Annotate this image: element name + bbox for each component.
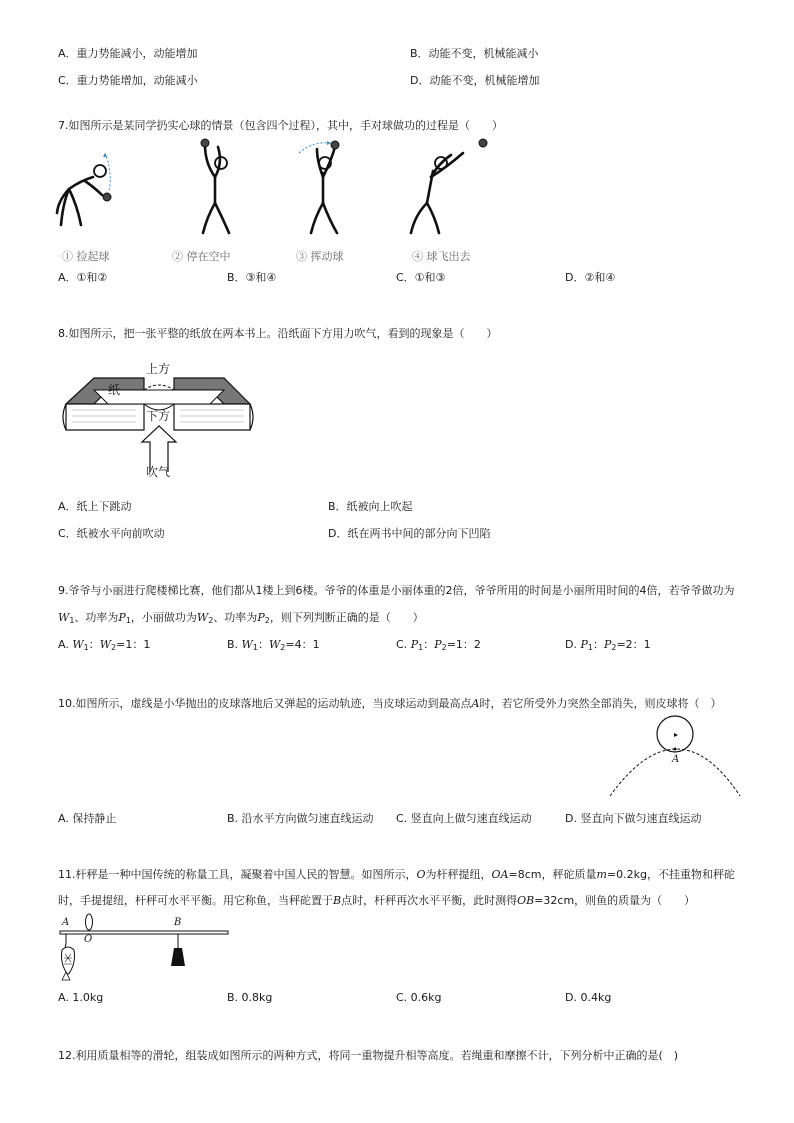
figure-standing [203,145,229,233]
q10-option-a: A. 保持静止 [58,812,117,825]
q11-option-b: B. 0.8kg [227,991,273,1004]
q10-option-c: C. 竖直向上做匀速直线运动 [396,812,532,825]
q10-stem-var: A [471,697,480,710]
q11-label-b: B [174,917,182,928]
figure-throw [411,153,463,233]
q9-stem-part-c: 、功率为 [213,611,258,624]
q9-sub-p1: 1 [125,616,131,625]
q9-option-c: C. $P_1$：$P_2=1$：2 [396,638,481,652]
q8-option-a: A．纸上下跳动 [58,500,132,513]
q7-caption-1: ① 捡起球 [62,250,110,263]
q9-sub-1: 1 [69,616,75,625]
q7-stem: 7.如图所示是某同学扔实心球的情景（包含四个过程），其中，手对球做功的过程是（ ） [58,119,503,132]
q9-stem-part-d: ，则下列判断正确的是（ ） [269,611,424,624]
q9-option-a: A. $W_1$：$W_2=1$：1 [58,638,151,652]
q8-label-blow: 吹气 [146,465,171,479]
q11-option-a: A. 1.0kg [58,991,104,1004]
q8-option-c: C．纸被水平向前吹动 [58,527,165,540]
q8-label-top: 上方 [146,362,171,376]
q11-option-d: D. 0.4kg [565,991,612,1004]
q6-option-b: B．动能不变，机械能减小 [410,47,539,60]
q9-sub-p2: 2 [264,616,270,625]
q9-option-b: B. $W_1$：$W_2=4$：1 [227,638,320,652]
q11-figure [56,914,232,984]
q8-label-bottom: 下方 [146,409,171,423]
q7-option-c: C．①和③ [396,271,446,284]
q8-option-d: D．纸在两书中间的部分向下凹陷 [328,527,491,540]
q9-var-w2: W [196,611,209,624]
q6-option-d: D．动能不变，机械能增加 [410,74,540,87]
q9-var-p1: P [118,611,126,624]
q10-stem-part-b: 时，若它所受外力突然全部消失，则皮球将（ ） [479,697,722,710]
q7-option-d: D．②和④ [565,271,616,284]
q10-option-d: D. 竖直向下做匀速直线运动 [565,812,702,825]
q8-option-b: B．纸被向上吹起 [328,500,413,513]
q7-figure [55,133,495,243]
q8-stem: 8.如图所示，把一张平整的纸放在两本书上。沿纸面下方用力吹气，看到的现象是（ ） [58,327,498,340]
q10-stem-part-a: 10.如图所示，虚线是小华抛出的皮球落地后又弹起的运动轨迹，当皮球运动到最高点 [58,697,472,710]
q7-caption-4: ④ 球飞出去 [412,250,471,263]
q6-option-a: A．重力势能减小，动能增加 [58,47,198,60]
q9-option-d: D. $P_1$：$P_2=2$：1 [565,638,651,652]
q10-stem [58,695,721,711]
q10-option-b: B. 沿水平方向做匀速直线运动 [227,812,374,825]
figure-pick-up [57,165,106,225]
q9-stem-line2 [58,609,424,625]
figure-swing [311,147,337,233]
q11-stem-line1: 11.杆秤是一种中国传统的称量工具，凝聚着中国人民的智慧。如图所示，O为杆秤提纽，OA=8cm，秤砣质量m=0.2kg，不挂重物和秤砣 [58,868,735,881]
q7-caption-3: ③ 挥动球 [296,250,344,263]
q8-label-paper: 纸 [108,383,121,397]
q12-stem: 12.利用质量相等的滑轮，组装成如图所示的两种方式，将同一重物提升相等高度。若绳重和摩擦不计，下列分析中正确的是( ) [58,1049,679,1062]
q6-option-c: C．重力势能增加，动能减小 [58,74,198,87]
q9-stem-text: 9.爷爷与小丽进行爬楼梯比赛，他们都从1楼上到6楼。爷爷的体重是小丽体重的2倍，爷爷所用的时间是小丽所用时间的4倍，若爷爷做功为 [58,584,735,597]
q11-label-o: O [84,934,93,945]
q11-stem-line2: 时，手提提纽，杆秤可水平平衡。用它称鱼，当秤砣置于B点时，杆秤再次水平平衡，此时测得OB=32cm，则鱼的质量为（ ） [58,894,696,907]
q9-var-w1: W [58,611,70,624]
q7-option-a: A．①和② [58,271,108,284]
q9-var-p2: P [257,611,265,624]
q11-label-a: A [62,917,70,928]
q9-stem-part-a: 、功率为 [74,611,119,624]
q9-sub-w2: 2 [208,616,214,625]
q10-label-a: A [672,754,680,765]
q7-caption-2: ② 停在空中 [172,250,231,263]
q9-stem-line1 [58,582,735,598]
q11-option-c: C. 0.6kg [396,991,442,1004]
q9-stem-part-b: ，小丽做功为 [130,611,197,624]
q7-option-b: B．③和④ [227,271,277,284]
